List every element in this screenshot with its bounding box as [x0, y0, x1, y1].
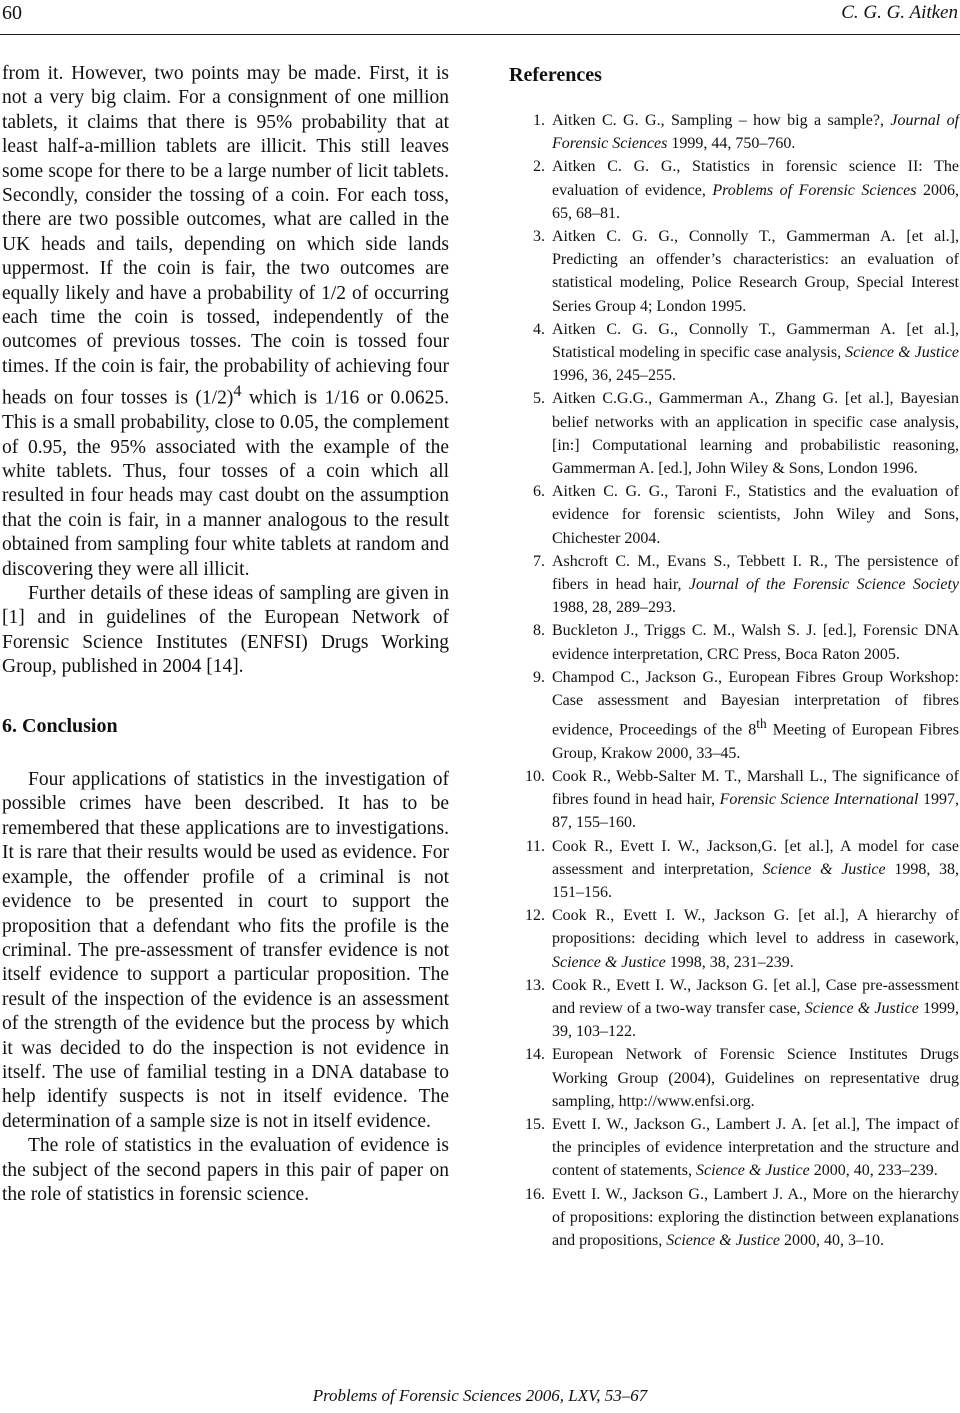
reference-item — [509, 109, 959, 155]
reference-journal: Science & Justice — [762, 860, 886, 878]
page-number: 60 — [2, 2, 22, 24]
paragraph-conclusion: Four applications of statistics in the investigation of possible crimes have been described. It has to be remembered that these applications are to investigations. It is rare that their results would be used as evidence. For example, the offender profile of a criminal is not evidence to be presented in court to support the proposition that a defendant who fits the profile is the criminal. The pre-assessment of transfer evidence is not itself evidence to support a particular proposition. The result of the inspection of the evidence is an assessment of the strength of the evidence but the process by which it was decided to do the inspection is not evidence in itself. The use of familial testing in a DNA database to help identify suspects is not in itself evidence. The determination of a sample size is not in itself evidence. — [2, 769, 449, 1132]
reference-item — [509, 1043, 959, 1113]
reference-journal: Science & Justice — [666, 1232, 780, 1250]
section-heading-conclusion: 6. Conclusion — [2, 714, 118, 737]
reference-item — [509, 904, 959, 974]
reference-text: Buckleton J., Triggs C. M., Walsh S. J. [ed.], Forensic DNA evidence interpretation, CRC Press, Boca Raton 2005. — [552, 622, 959, 663]
reference-number: 9. — [533, 668, 545, 686]
superscript: 4 — [233, 382, 242, 401]
reference-item — [509, 225, 959, 318]
reference-details: 1998, 38, 151–156. — [552, 860, 960, 902]
reference-text: Ashcroft C. M., Evans S., Tebbett I. R., The persistence of fibers in head hair, — [552, 552, 959, 594]
reference-text: Aitken C. G. G., Sampling – how big a sample?, — [552, 112, 891, 129]
reference-text: Aitken C.G.G., Gammerman A., Zhang G. [et al.], Bayesian belief networks with an application in specific case analysis, [in:] Computational learning and probabilistic reasoning, Gammerman A. [ed.], John Wiley & Sons, London 1996. — [552, 390, 959, 478]
reference-details: 2000, 40, 233–239. — [809, 1162, 938, 1180]
reference-text: Aitken C. G. G., Taroni F., Statistics and the evaluation of evidence for forensic scientists, John Wiley and Sons, Chichester 2004. — [552, 483, 959, 547]
reference-superscript: th — [756, 716, 767, 732]
reference-number: 11. — [525, 837, 545, 855]
reference-details: 1998, 38, 231–239. — [665, 953, 794, 971]
reference-number: 14. — [525, 1046, 545, 1064]
running-author: C. G. G. Aitken — [841, 2, 958, 23]
reference-details: 1996, 36, 245–255. — [552, 367, 676, 385]
reference-text: Evett I. W., Jackson G., Lambert J. A., More on the hierarchy of propositions: exploring the distinction between explanations and propositions, — [552, 1185, 959, 1250]
reference-number: 15. — [525, 1116, 545, 1134]
reference-item — [509, 387, 959, 480]
reference-text: Cook R., Evett I. W., Jackson,G. [et al.], A model for case assessment and interpretation, — [552, 837, 959, 878]
paragraph-coin-tossing — [2, 62, 449, 582]
reference-item — [509, 835, 959, 905]
reference-item — [509, 666, 959, 765]
paragraph-text: which is 1/16 or 0.0625. This is a small probability, close to 0.05, the complement of 0.95, the 95% associated with the example of the white tablets. Thus, four tosses of a coin which all resulted in four heads may cast doubt on the assumption that the coin is fair, in a manner analogous to the result obtained from sampling four white tablets at random and discovering they were all illicit. — [2, 387, 449, 580]
reference-journal: Forensic Science International — [719, 791, 919, 809]
reference-text: Cook R., Webb-Salter M. T., Marshall L., The significance of fibres found in head hair, — [552, 768, 959, 809]
reference-item — [509, 1183, 959, 1253]
reference-item — [509, 974, 959, 1044]
reference-number: 5. — [533, 390, 545, 408]
header-rule — [0, 34, 960, 35]
reference-journal: Science & Justice — [552, 953, 666, 971]
reference-text: Aitken C. G. G., Statistics in forensic science II: The evaluation of evidence, — [552, 158, 959, 199]
reference-item — [509, 318, 959, 388]
reference-journal: Journal of the Forensic Science Society — [688, 576, 960, 594]
reference-number: 3. — [533, 228, 545, 246]
reference-number: 1. — [533, 112, 545, 129]
reference-details: 1999, 44, 750–760. — [667, 135, 796, 153]
reference-list — [509, 109, 959, 1252]
reference-number: 6. — [533, 483, 545, 501]
reference-number: 16. — [525, 1185, 545, 1203]
reference-text: Champod C., Jackson G., European Fibres Group Workshop: Case assessment and Bayesian interpretation of fibres evidence, Proceedings of the 8 — [552, 668, 959, 739]
reference-details: 2000, 40, 3–10. — [779, 1232, 884, 1250]
reference-item — [509, 550, 959, 620]
reference-details: 1997, 87, 155–160. — [552, 791, 960, 832]
reference-text: Evett I. W., Jackson G., Lambert J. A. [et al.], The impact of the principles of evidence interpretation and the structure and content of statements, — [552, 1116, 959, 1180]
paragraph-role-of-statistics: The role of statistics in the evaluation of evidence is the subject of the second papers in this pair of paper on the role of statistics in forensic science. — [2, 1135, 449, 1205]
reference-text: European Network of Forensic Science Institutes Drugs Working Group (2004), Guidelines on representative drug sampling, http://www.enfsi.org. — [552, 1046, 959, 1110]
reference-text: Aitken C. G. G., Connolly T., Gammerman A. [et al.], Statistical modeling in specific case analysis, — [552, 320, 959, 362]
reference-text: Meeting of European Fibres Group, Krakow 2000, 33–45. — [552, 721, 959, 762]
reference-journal: Science & Justice — [845, 344, 960, 362]
reference-number: 8. — [533, 622, 545, 640]
reference-item — [509, 619, 959, 665]
reference-number: 12. — [525, 907, 545, 925]
reference-details: 2006, 65, 68–81. — [552, 181, 959, 222]
reference-item — [509, 765, 959, 835]
reference-journal: Journal of Forensic Sciences — [552, 112, 960, 153]
reference-text: Cook R., Evett I. W., Jackson G. [et al.], Case pre-assessment and review of a two-way transfer case, — [552, 976, 959, 1018]
references-heading: References — [509, 64, 602, 86]
reference-number: 13. — [525, 976, 545, 994]
reference-number: 10. — [525, 768, 545, 786]
journal-footer: Problems of Forensic Sciences 2006, LXV, 53–67 — [312, 1386, 648, 1405]
reference-journal: Science & Justice — [695, 1162, 810, 1180]
paragraph-text: from it. However, two points may be made. First, it is not a very big claim. For a consignment of one million tablets, it claims that there is 95% probability that at least half-a-million tablets are illicit. This still leaves some scope for there to be a large number of licit tablets. Secondly, consider the tossing of a coin. For each toss, there are two possible outcomes, what are called in the UK heads and tails, depending on which side lands uppermost. If the coin is fair, the two outcomes are equally likely and have a probability of 1/2 of occurring each time the coin is tossed, independently of the outcomes of previous tosses. The coin is tossed four times. If the coin is fair, the probability of achieving four heads on four tosses is (1/2) — [2, 63, 449, 409]
reference-number: 7. — [533, 552, 545, 570]
reference-text: Aitken C. G. G., Connolly T., Gammerman A. [et al.], Predicting an offender’s characteristics: an evaluation of statistical modeling, Police Research Group, Special Interest Series Group 4; London 1995. — [552, 228, 959, 315]
reference-number: 4. — [533, 320, 545, 338]
reference-item — [509, 1113, 959, 1183]
reference-details: 1988, 28, 289–293. — [552, 599, 676, 617]
reference-item — [509, 480, 959, 550]
paragraph-further-details: Further details of these ideas of sampling are given in [1] and in guidelines of the European Network of Forensic Science Institutes (ENFSI) Drugs Working Group, published in 2004 [14]. — [2, 583, 449, 678]
reference-item — [509, 155, 959, 225]
reference-details: 1999, 39, 103–122. — [552, 1000, 960, 1041]
references-column — [509, 64, 959, 1252]
left-column — [2, 62, 449, 1207]
reference-number: 2. — [533, 158, 545, 176]
reference-journal: Science & Justice — [804, 1000, 919, 1018]
reference-text: Cook R., Evett I. W., Jackson G. [et al.], A hierarchy of propositions: deciding which level to address in casework, — [552, 907, 959, 948]
reference-journal: Problems of Forensic Sciences — [712, 181, 917, 199]
